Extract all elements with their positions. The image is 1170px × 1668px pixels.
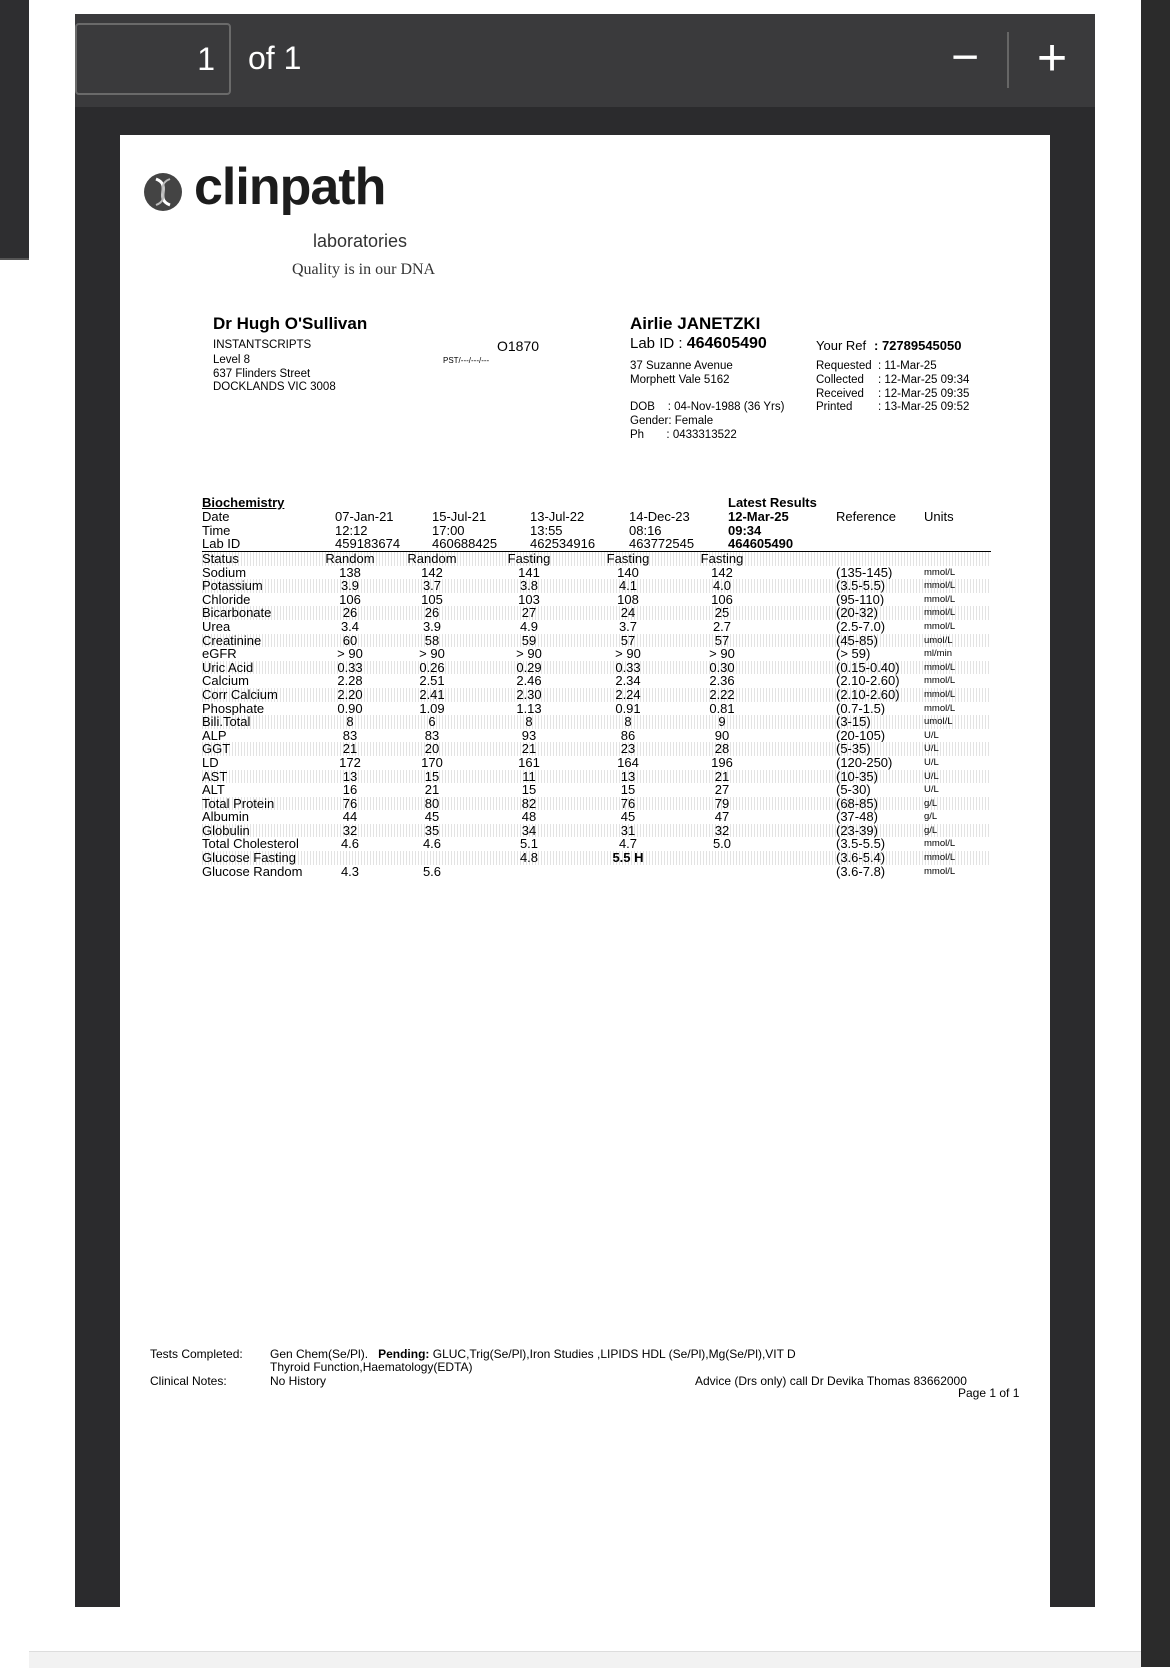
result-value: 79 xyxy=(714,795,730,811)
time-label: Time xyxy=(202,523,231,538)
date-label: Date xyxy=(202,509,230,524)
pst-code: PST/---/---/--- xyxy=(443,356,490,365)
result-value: 5.0 xyxy=(712,836,732,852)
result-value: 1.13 xyxy=(516,700,542,716)
test-name: Glucose Random xyxy=(202,863,303,879)
result-value: 9 xyxy=(718,714,726,730)
background-divider xyxy=(0,258,29,260)
patient-labid: 464605490 xyxy=(686,335,767,352)
test-name: Globulin xyxy=(202,822,250,838)
result-value: 3.7 xyxy=(618,618,638,634)
reference-range: (3.6-5.4) xyxy=(836,850,886,866)
page-count-label: of 1 xyxy=(248,40,302,76)
labid-col-5: 464605490 xyxy=(728,536,794,551)
result-value: 0.90 xyxy=(337,700,363,716)
test-name: Urea xyxy=(202,618,231,634)
background-window xyxy=(0,0,29,1667)
result-value: 0.33 xyxy=(615,659,641,675)
result-value: > 90 xyxy=(419,646,445,662)
dna-logo-icon xyxy=(142,171,184,213)
reference-range: (3.5-5.5) xyxy=(836,836,886,852)
table-row xyxy=(202,865,991,879)
test-name: Calcium xyxy=(202,673,249,689)
reference-range: (3.5-5.5) xyxy=(836,578,886,594)
result-value: 27 xyxy=(714,782,730,798)
time-col-1: 12:12 xyxy=(335,523,368,538)
unit: mmol/L xyxy=(924,620,956,632)
result-value: 59 xyxy=(521,632,537,648)
result-value: > 90 xyxy=(709,646,735,662)
unit: U/L xyxy=(924,756,939,768)
result-value: 2.22 xyxy=(709,686,735,702)
your-ref-value: : 72789545050 xyxy=(874,338,962,353)
result-value: 2.24 xyxy=(615,686,641,702)
result-value: 2.30 xyxy=(516,686,542,702)
result-value: 15 xyxy=(424,768,440,784)
table-row xyxy=(202,634,991,648)
result-value: 26 xyxy=(424,605,440,621)
result-value: 83 xyxy=(424,727,440,743)
result-value: Random xyxy=(407,551,457,566)
result-value: > 90 xyxy=(337,646,363,662)
result-value: 196 xyxy=(711,754,733,770)
result-value: 4.6 xyxy=(422,836,442,852)
test-name: Status xyxy=(202,551,239,566)
tests-completed-row xyxy=(270,1347,796,1361)
test-name: Albumin xyxy=(202,809,249,825)
unit: g/L xyxy=(924,824,938,836)
result-value: 5.5 H xyxy=(612,850,644,866)
result-value: 2.46 xyxy=(516,673,542,689)
result-value: 82 xyxy=(521,795,537,811)
table-row xyxy=(202,620,991,634)
pending-label: Pending: xyxy=(378,1347,430,1361)
patient-labid-label: Lab ID : xyxy=(630,335,683,352)
collected-value: : 12-Mar-25 09:34 xyxy=(878,374,970,386)
test-name: Total Protein xyxy=(202,795,275,811)
logo-sub: laboratories xyxy=(313,231,408,251)
time-col-3: 13:55 xyxy=(530,523,563,538)
result-value: 138 xyxy=(339,564,361,580)
result-value: 105 xyxy=(421,591,443,607)
result-value: 57 xyxy=(714,632,730,648)
result-value: 8 xyxy=(346,714,354,730)
test-name: Bili.Total xyxy=(202,714,251,730)
page-footer: Page 1 of 1 xyxy=(958,1386,1020,1400)
result-value: 21 xyxy=(521,741,537,757)
result-value: 24 xyxy=(620,605,636,621)
labid-col-4: 463772545 xyxy=(629,536,695,551)
result-value: 1.09 xyxy=(419,700,445,716)
reference-range: (3.6-7.8) xyxy=(836,863,886,879)
table-row xyxy=(202,797,991,811)
time-col-4: 08:16 xyxy=(629,523,662,538)
received-value: : 12-Mar-25 09:35 xyxy=(878,388,970,400)
zoom-separator xyxy=(1007,32,1009,88)
test-name: Total Cholesterol xyxy=(202,836,299,852)
table-row xyxy=(202,674,991,688)
table-row xyxy=(202,715,991,729)
test-name: ALT xyxy=(202,782,225,798)
reference-range: (20-105) xyxy=(836,727,886,743)
result-value: 83 xyxy=(342,727,358,743)
result-value: 2.41 xyxy=(419,686,445,702)
unit: U/L xyxy=(924,729,939,741)
result-value: 141 xyxy=(518,564,540,580)
table-row xyxy=(202,824,991,838)
background-panel xyxy=(0,0,29,260)
result-value: 90 xyxy=(714,727,730,743)
units-header: Units xyxy=(924,509,954,524)
result-value: 5.1 xyxy=(519,836,539,852)
result-value: 11 xyxy=(522,768,536,784)
result-value: 3.4 xyxy=(340,618,360,634)
result-value: 4.7 xyxy=(618,836,638,852)
result-value: Random xyxy=(325,551,375,566)
table-row xyxy=(202,756,991,770)
result-value: 2.36 xyxy=(709,673,735,689)
result-value: 142 xyxy=(421,564,443,580)
unit: g/L xyxy=(924,797,938,809)
table-row xyxy=(202,742,991,756)
right-scrollbar-area xyxy=(1141,0,1170,1667)
test-name: Uric Acid xyxy=(202,659,254,675)
result-value: 0.30 xyxy=(709,659,735,675)
table-row xyxy=(202,729,991,743)
result-value: 86 xyxy=(620,727,636,743)
result-value: 47 xyxy=(714,809,730,825)
result-value: > 90 xyxy=(615,646,641,662)
reference-range: (> 59) xyxy=(836,646,871,662)
result-value: 27 xyxy=(521,605,537,621)
unit: U/L xyxy=(924,770,939,782)
table-row xyxy=(202,606,991,620)
result-value: 0.33 xyxy=(337,659,363,675)
test-name: Glucose Fasting xyxy=(202,850,296,866)
reference-range: (2.5-7.0) xyxy=(836,618,886,634)
result-value: 93 xyxy=(521,727,537,743)
result-value: 108 xyxy=(617,591,639,607)
result-value: > 90 xyxy=(516,646,542,662)
clinpath-logo xyxy=(142,157,442,278)
printed-label: Printed xyxy=(816,401,853,413)
unit: mmol/L xyxy=(924,838,956,850)
unit: mmol/L xyxy=(924,566,956,578)
result-value: 60 xyxy=(342,632,358,648)
result-value: 3.7 xyxy=(422,578,442,594)
table-row xyxy=(202,851,991,865)
reference-range: (120-250) xyxy=(836,754,893,770)
test-name: Corr Calcium xyxy=(202,686,278,702)
table-row xyxy=(202,783,991,797)
tests-completed-value: Gen Chem(Se/Pl). xyxy=(270,1347,369,1361)
patient-labid-row xyxy=(630,335,767,353)
unit: umol/L xyxy=(924,716,953,728)
requested-label: Requested xyxy=(816,360,872,372)
results-table xyxy=(202,552,991,878)
unit: U/L xyxy=(924,743,939,755)
zoom-out-button[interactable]: − xyxy=(950,31,980,84)
reference-range: (5-30) xyxy=(836,782,871,798)
result-value: 4.0 xyxy=(712,578,732,594)
result-value: 23 xyxy=(620,741,636,757)
result-value: 32 xyxy=(714,822,730,838)
received-label: Received xyxy=(816,388,864,400)
result-value: 16 xyxy=(342,782,358,798)
unit: mmol/L xyxy=(924,580,956,592)
unit: mmol/L xyxy=(924,593,956,605)
unit: mmol/L xyxy=(924,661,956,673)
requested-value: : 11-Mar-25 xyxy=(878,360,937,372)
result-value: 4.8 xyxy=(519,850,539,866)
clinical-notes-value: No History xyxy=(270,1374,327,1388)
advice-text: Advice (Drs only) call Dr Devika Thomas 83662000 xyxy=(695,1374,967,1388)
pending-value-2: Thyroid Function,Haematology(EDTA) xyxy=(270,1360,473,1374)
labid-col-3: 462534916 xyxy=(530,536,596,551)
reference-range: (20-32) xyxy=(836,605,878,621)
current-page-value: 1 xyxy=(197,40,215,77)
table-row xyxy=(202,552,991,566)
test-name: Phosphate xyxy=(202,700,265,716)
result-value: 161 xyxy=(518,754,540,770)
result-value: 0.81 xyxy=(709,700,735,716)
result-value: 142 xyxy=(711,564,733,580)
result-value: 21 xyxy=(714,768,730,784)
patient-phone: Ph : 0433313522 xyxy=(630,429,737,441)
reference-range: (5-35) xyxy=(836,741,871,757)
result-value: 103 xyxy=(518,591,540,607)
doctor-address1: Level 8 xyxy=(213,354,251,366)
result-value: 76 xyxy=(342,795,358,811)
result-value: 13 xyxy=(620,768,636,784)
result-value: 21 xyxy=(342,741,358,757)
result-value: 2.51 xyxy=(419,673,445,689)
result-value: 21 xyxy=(424,782,440,798)
patient-name: Airlie JANETZKI xyxy=(630,314,761,333)
printed-value: : 13-Mar-25 09:52 xyxy=(878,401,970,413)
table-row xyxy=(202,810,991,824)
date-col-2: 15-Jul-21 xyxy=(432,509,487,524)
result-value: 26 xyxy=(342,605,358,621)
unit: mmol/L xyxy=(924,688,956,700)
result-value: 172 xyxy=(339,754,361,770)
result-value: 8 xyxy=(624,714,632,730)
doctor-address2: 637 Flinders Street xyxy=(213,368,311,380)
result-value: 0.26 xyxy=(419,659,445,675)
result-value: 13 xyxy=(342,768,358,784)
result-value: 4.3 xyxy=(340,863,360,879)
section-title: Biochemistry xyxy=(202,495,285,510)
result-value: 3.9 xyxy=(340,578,360,594)
collected-label: Collected xyxy=(816,374,864,386)
pdf-toolbar xyxy=(75,14,1095,108)
result-value: 4.1 xyxy=(618,578,638,594)
test-name: Creatinine xyxy=(202,632,262,648)
unit: mmol/L xyxy=(924,702,956,714)
reference-range: (0.15-0.40) xyxy=(836,659,900,675)
unit: U/L xyxy=(924,784,939,796)
result-value: Fasting xyxy=(507,551,551,566)
reference-range: (135-145) xyxy=(836,564,893,580)
doctor-code: O1870 xyxy=(497,338,540,354)
unit: mmol/L xyxy=(924,852,956,864)
result-value: 0.91 xyxy=(615,700,641,716)
table-row xyxy=(202,579,991,593)
table-row xyxy=(202,688,991,702)
zoom-in-button[interactable]: + xyxy=(1036,29,1068,87)
test-name: Potassium xyxy=(202,578,263,594)
test-name: Sodium xyxy=(202,564,247,580)
unit: umol/L xyxy=(924,634,953,646)
unit: ml/min xyxy=(924,648,952,660)
result-value: 6 xyxy=(428,714,436,730)
your-ref-label: Your Ref xyxy=(816,338,867,353)
date-col-1: 07-Jan-21 xyxy=(335,509,394,524)
result-value: 34 xyxy=(521,822,537,838)
latest-results-label: Latest Results xyxy=(728,495,817,510)
labid-col-2: 460688425 xyxy=(432,536,498,551)
result-value: 45 xyxy=(620,809,636,825)
result-value: 4.9 xyxy=(519,618,539,634)
result-value: 25 xyxy=(714,605,730,621)
result-value: 106 xyxy=(711,591,733,607)
reference-range: (23-39) xyxy=(836,822,878,838)
result-value: 32 xyxy=(342,822,358,838)
result-value: 170 xyxy=(421,754,443,770)
date-col-4: 14-Dec-23 xyxy=(629,509,690,524)
table-row xyxy=(202,566,991,580)
result-value: 15 xyxy=(521,782,537,798)
date-col-3: 13-Jul-22 xyxy=(530,509,585,524)
clinical-notes-label: Clinical Notes: xyxy=(150,1374,227,1388)
result-value: 2.28 xyxy=(337,673,363,689)
result-value: 20 xyxy=(424,741,440,757)
test-name: GGT xyxy=(202,741,231,757)
result-value: 2.7 xyxy=(712,618,732,634)
result-value: 35 xyxy=(424,822,440,838)
result-value: 58 xyxy=(424,632,440,648)
doctor-name: Dr Hugh O'Sullivan xyxy=(213,314,368,333)
reference-range: (10-35) xyxy=(836,768,878,784)
result-value: 3.8 xyxy=(519,578,539,594)
logo-brand: clinpath xyxy=(194,158,386,216)
result-value: 5.6 xyxy=(422,863,442,879)
time-col-2: 17:00 xyxy=(432,523,465,538)
bottom-bar xyxy=(29,1651,1141,1668)
result-value: 106 xyxy=(339,591,361,607)
test-name: Chloride xyxy=(202,591,251,607)
reference-range: (3-15) xyxy=(836,714,871,730)
patient-gender: Gender: Female xyxy=(630,415,714,427)
doctor-practice: INSTANTSCRIPTS xyxy=(213,339,312,351)
result-value: 3.9 xyxy=(422,618,442,634)
labid-col-1: 459183674 xyxy=(335,536,401,551)
result-value: 2.34 xyxy=(615,673,641,689)
reference-range: (68-85) xyxy=(836,795,878,811)
test-name: LD xyxy=(202,754,219,770)
result-value: 28 xyxy=(714,741,730,757)
reference-range: (95-110) xyxy=(836,591,885,607)
result-value: Fasting xyxy=(700,551,744,566)
logo-tagline: Quality is in our DNA xyxy=(292,261,436,278)
tests-completed-label: Tests Completed: xyxy=(150,1347,243,1361)
page-number-input[interactable] xyxy=(75,23,231,95)
result-value: 15 xyxy=(620,782,636,798)
result-value: 0.29 xyxy=(516,659,542,675)
table-row xyxy=(202,837,991,851)
result-value: Fasting xyxy=(606,551,650,566)
pending-value: GLUC,Trig(Se/Pl),Iron Studies ,LIPIDS HDL (Se/Pl),Mg(Se/Pl),VIT D xyxy=(432,1347,796,1361)
result-value: 45 xyxy=(424,809,440,825)
table-row xyxy=(202,702,991,716)
result-value: 4.6 xyxy=(340,836,360,852)
doctor-address3: DOCKLANDS VIC 3008 xyxy=(213,381,336,393)
table-row xyxy=(202,593,991,607)
test-name: ALP xyxy=(202,727,227,743)
reference-range: (0.7-1.5) xyxy=(836,700,886,716)
patient-dob: DOB : 04-Nov-1988 (36 Yrs) xyxy=(630,401,785,413)
result-value: 76 xyxy=(620,795,636,811)
patient-address2: Morphett Vale 5162 xyxy=(630,374,730,386)
result-value: 140 xyxy=(617,564,639,580)
test-name: eGFR xyxy=(202,646,237,662)
unit: mmol/L xyxy=(924,607,956,619)
result-value: 44 xyxy=(342,809,358,825)
unit: mmol/L xyxy=(924,865,956,877)
table-row xyxy=(202,661,991,675)
unit: mmol/L xyxy=(924,675,956,687)
result-value: 48 xyxy=(521,809,537,825)
result-value: 2.20 xyxy=(337,686,363,702)
labid-label: Lab ID xyxy=(202,536,241,551)
patient-address1: 37 Suzanne Avenue xyxy=(630,360,733,372)
result-value: 80 xyxy=(424,795,440,811)
reference-range: (37-48) xyxy=(836,809,878,825)
result-value: 31 xyxy=(620,822,636,838)
test-name: Bicarbonate xyxy=(202,605,272,621)
table-row xyxy=(202,770,991,784)
unit: g/L xyxy=(924,811,938,823)
time-col-5: 09:34 xyxy=(728,523,762,538)
reference-range: (45-85) xyxy=(836,632,878,648)
reference-header: Reference xyxy=(836,509,896,524)
result-value: 164 xyxy=(617,754,639,770)
table-row xyxy=(202,647,991,661)
test-name: AST xyxy=(202,768,228,784)
date-col-5: 12-Mar-25 xyxy=(728,509,789,524)
result-value: 57 xyxy=(620,632,636,648)
pdf-page xyxy=(120,135,1050,1607)
reference-range: (2.10-2.60) xyxy=(836,686,900,702)
reference-range: (2.10-2.60) xyxy=(836,673,900,689)
result-value: 8 xyxy=(525,714,533,730)
